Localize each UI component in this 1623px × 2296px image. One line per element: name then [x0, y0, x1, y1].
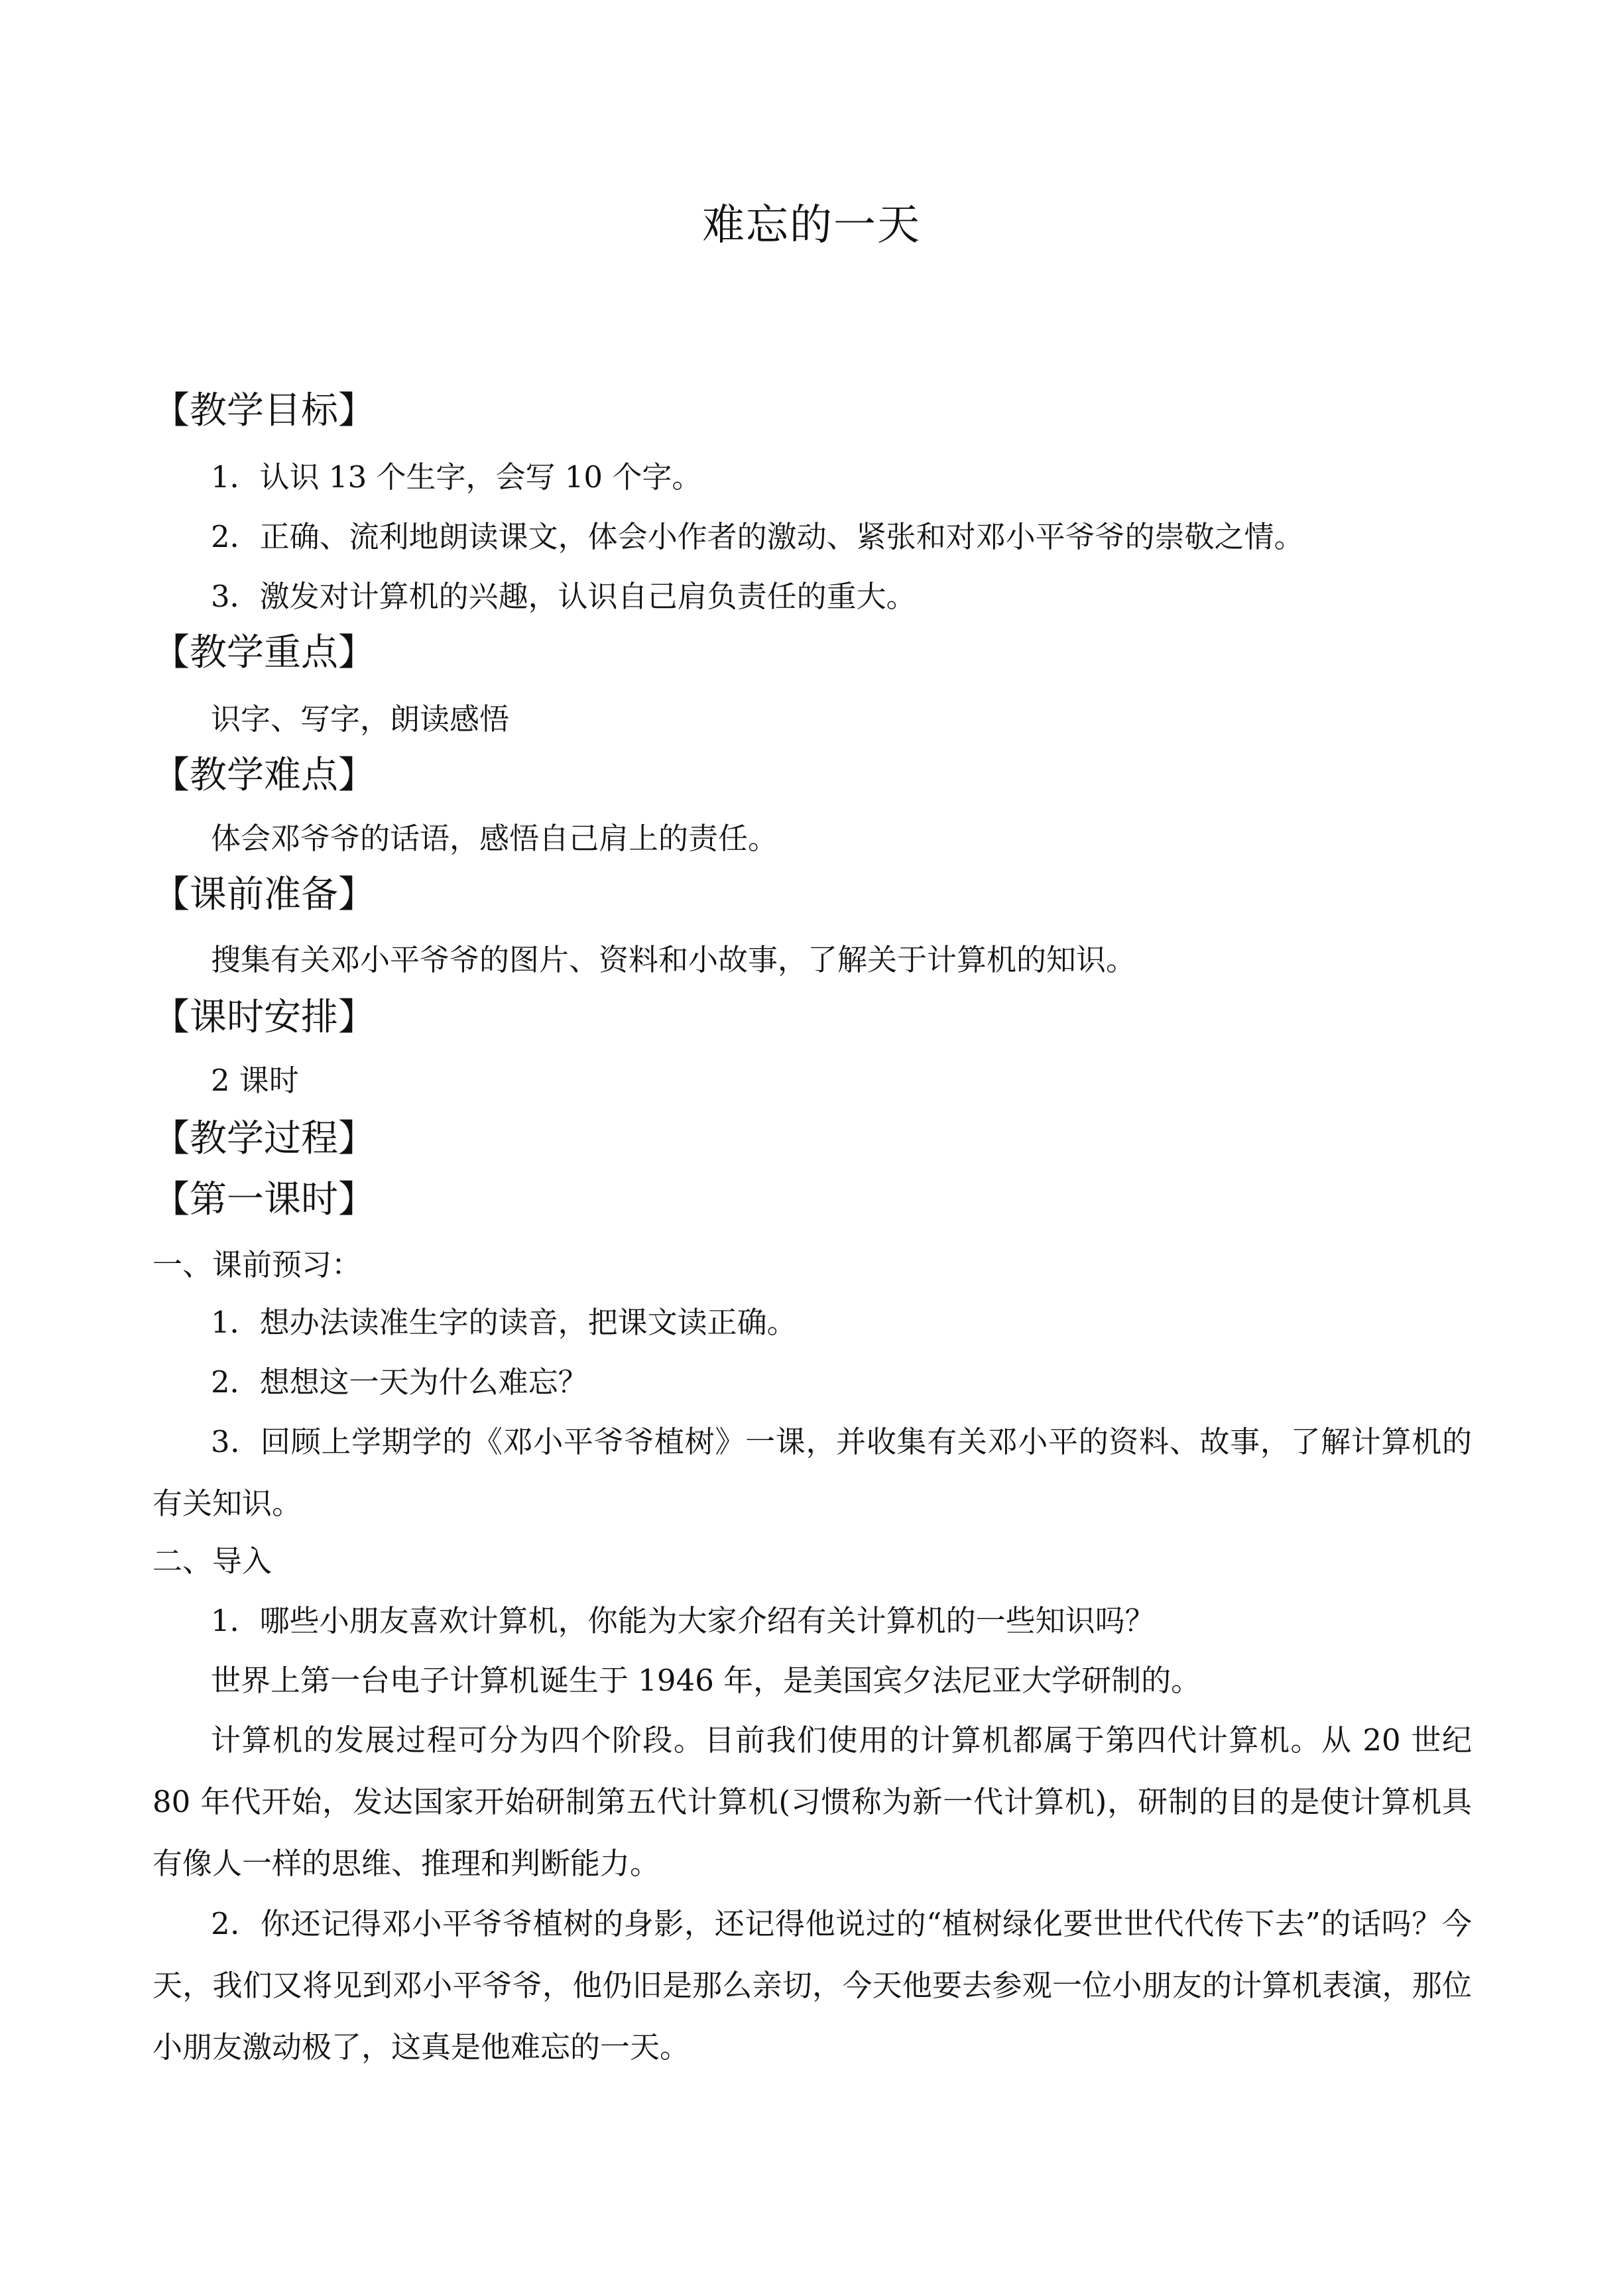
objective-item: 3．激发对计算机的兴趣，认识自己肩负责任的重大。 — [211, 579, 916, 614]
heading-first-lesson: 【第一课时】 — [152, 1178, 375, 1221]
heading-process: 【教学过程】 — [152, 1117, 375, 1160]
difficulties-text: 体会邓爷爷的话语，感悟自己肩上的责任。 — [211, 821, 778, 856]
schedule-text: 2 课时 — [211, 1063, 299, 1098]
section-heading-introduction: 二、导入 — [152, 1543, 272, 1579]
preview-item: 3．回顾上学期学的《邓小平爷爷植树》一课，并收集有关邓小平的资料、故事，了解计算机的有关知识。 — [152, 1424, 1472, 1521]
heading-preparation: 【课前准备】 — [152, 873, 375, 916]
preparation-text: 搜集有关邓小平爷爷的图片、资料和小故事，了解关于计算机的知识。 — [211, 942, 1136, 977]
introduction-item: 2．你还记得邓小平爷爷植树的身影，还记得他说过的“植树绿化要世世代代传下去”的话吗？今天，我们又将见到邓小平爷爷，他仍旧是那么亲切，今天他要去参观一位小朋友的计算机表演，那位小朋友激动极了，这真是他难忘的一天。 — [152, 1906, 1472, 2065]
objective-item: 1．认识 13 个生字，会写 10 个字。 — [211, 459, 702, 495]
introduction-paragraph: 世界上第一台电子计算机诞生于 1946 年，是美国宾夕法尼亚大学研制的。 — [211, 1663, 1201, 1698]
heading-key-points: 【教学重点】 — [152, 631, 375, 674]
key-points-text: 识字、写字，朗读感悟 — [211, 701, 510, 737]
preview-item: 1．想办法读准生字的读音，把课文读正确。 — [211, 1305, 797, 1340]
introduction-item: 1．哪些小朋友喜欢计算机，你能为大家介绍有关计算机的一些知识吗？ — [211, 1603, 1155, 1638]
heading-difficulties: 【教学难点】 — [152, 754, 375, 797]
heading-schedule: 【课时安排】 — [152, 996, 375, 1039]
heading-objectives: 【教学目标】 — [152, 389, 375, 432]
preview-item: 2．想想这一天为什么难忘？ — [211, 1364, 588, 1400]
objective-item: 2．正确、流利地朗读课文，体会小作者的激动、紧张和对邓小平爷爷的崇敬之情。 — [211, 519, 1304, 554]
introduction-paragraph: 计算机的发展过程可分为四个阶段。目前我们使用的计算机都属于第四代计算机。从 20 世纪 80 年代开始，发达国家开始研制第五代计算机(习惯称为新一代计算机)，研制的目的是使计算机具有像人一样的思维、推理和判断能力。 — [152, 1722, 1472, 1881]
section-heading-preview: 一、课前预习： — [152, 1247, 362, 1282]
page-title: 难忘的一天 — [702, 201, 921, 250]
